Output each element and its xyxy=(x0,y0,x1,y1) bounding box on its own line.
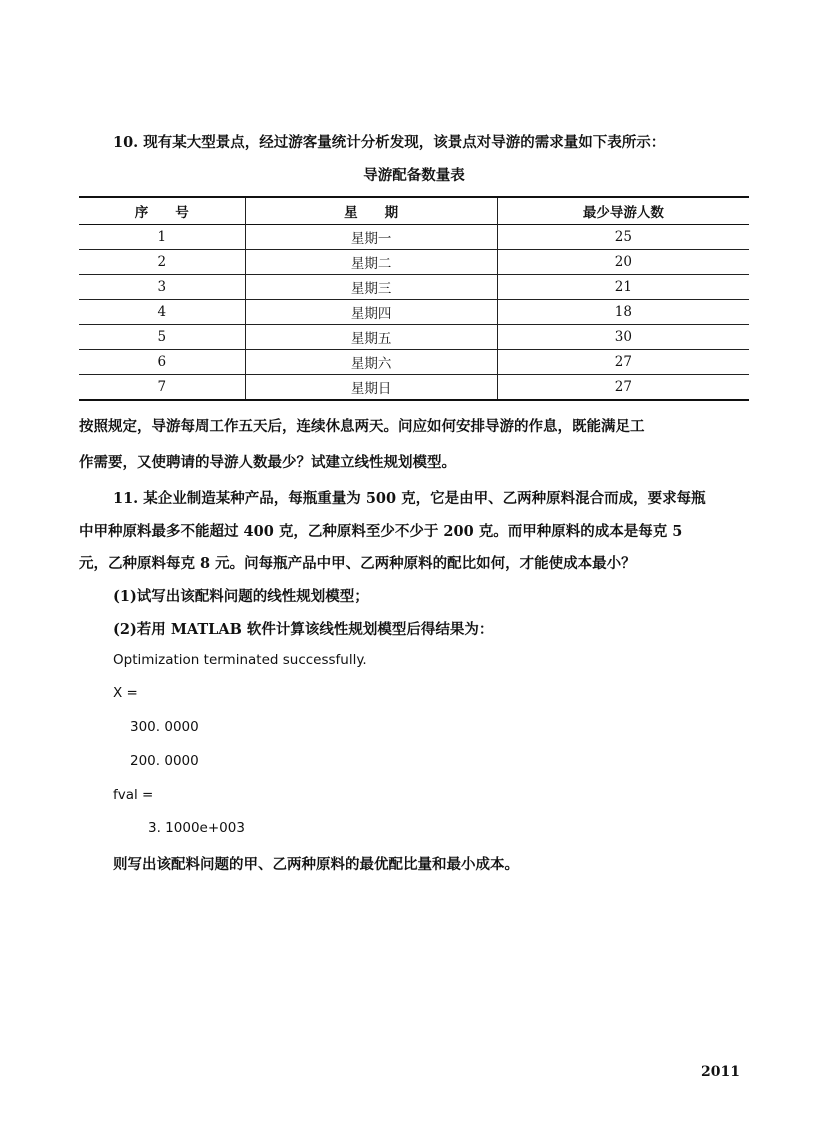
cell-weekday: 星期日 xyxy=(245,375,497,401)
table-row xyxy=(79,225,749,250)
header-index: 序 号 xyxy=(79,197,245,225)
table-row xyxy=(79,350,749,375)
table-title: 导游配备数量表 xyxy=(363,167,465,184)
cell-weekday: 星期六 xyxy=(245,350,497,375)
page-number: 2011 xyxy=(701,1064,740,1080)
cell-index: 2 xyxy=(79,250,245,275)
cell-index: 5 xyxy=(79,325,245,350)
table-row xyxy=(79,300,749,325)
cell-min-guides: 21 xyxy=(614,279,632,295)
cell-weekday: 星期四 xyxy=(245,300,497,325)
question-10-text-line-2: 作需要，又使聘请的导游人数最少？试建立线性规划模型。 xyxy=(79,454,456,471)
cell-weekday: 星期一 xyxy=(245,225,497,250)
cell-min-guides: 27 xyxy=(614,379,632,395)
cell-index: 6 xyxy=(79,350,245,375)
matlab-fval-label: fval = xyxy=(113,787,154,803)
cell-weekday: 星期五 xyxy=(245,325,497,350)
table-header-row xyxy=(79,197,749,225)
cell-min-guides: 18 xyxy=(614,304,632,320)
matlab-x-label: X = xyxy=(113,685,138,701)
question-11-line-2: 中甲种原料最多不能超过 400 克，乙种原料至少不少于 200 克。而甲种原料的成本是每克 5 xyxy=(79,523,683,540)
matlab-x1-value: 300. 0000 xyxy=(130,719,199,735)
cell-min-guides: 27 xyxy=(614,354,632,370)
table-row xyxy=(79,375,749,401)
sub-question-1: (1)试写出该配料问题的线性规划模型； xyxy=(113,588,369,605)
question-11-conclusion: 则写出该配料问题的甲、乙两种原料的最优配比量和最小成本。 xyxy=(113,856,519,873)
table-row xyxy=(79,250,749,275)
question-10-intro: 10. 现有某大型景点，经过游客量统计分析发现，该景点对导游的需求量如下表所示： xyxy=(113,134,666,151)
matlab-output-message: Optimization terminated successfully. xyxy=(113,652,367,668)
cell-weekday: 星期三 xyxy=(245,275,497,300)
question-11-line-3: 元，乙种原料每克 8 元。问每瓶产品中甲、乙两种原料的配比如何，才能使成本最小？ xyxy=(79,555,636,572)
cell-index: 7 xyxy=(79,375,245,401)
cell-min-guides: 20 xyxy=(614,254,632,270)
table-row xyxy=(79,275,749,300)
cell-min-guides: 30 xyxy=(614,329,632,345)
cell-min-guides: 25 xyxy=(614,229,632,245)
question-11-line-1: 11. 某企业制造某种产品，每瓶重量为 500 克，它是由甲、乙两种原料混合而成，要求每瓶 xyxy=(113,490,706,507)
guide-table xyxy=(79,196,749,401)
matlab-x2-value: 200. 0000 xyxy=(130,753,199,769)
matlab-fval-value: 3. 1000e+003 xyxy=(148,820,245,836)
cell-index: 3 xyxy=(79,275,245,300)
table-row xyxy=(79,325,749,350)
cell-weekday: 星期二 xyxy=(245,250,497,275)
question-10-text-line-1: 按照规定，导游每周工作五天后，连续休息两天。问应如何安排导游的作息，既能满足工 xyxy=(79,418,645,435)
sub-question-2: (2)若用 MATLAB 软件计算该线性规划模型后得结果为： xyxy=(113,621,494,638)
cell-index: 4 xyxy=(79,300,245,325)
header-min-guides: 最少导游人数 xyxy=(582,205,664,221)
cell-index: 1 xyxy=(79,225,245,250)
header-weekday: 星 期 xyxy=(245,197,497,225)
